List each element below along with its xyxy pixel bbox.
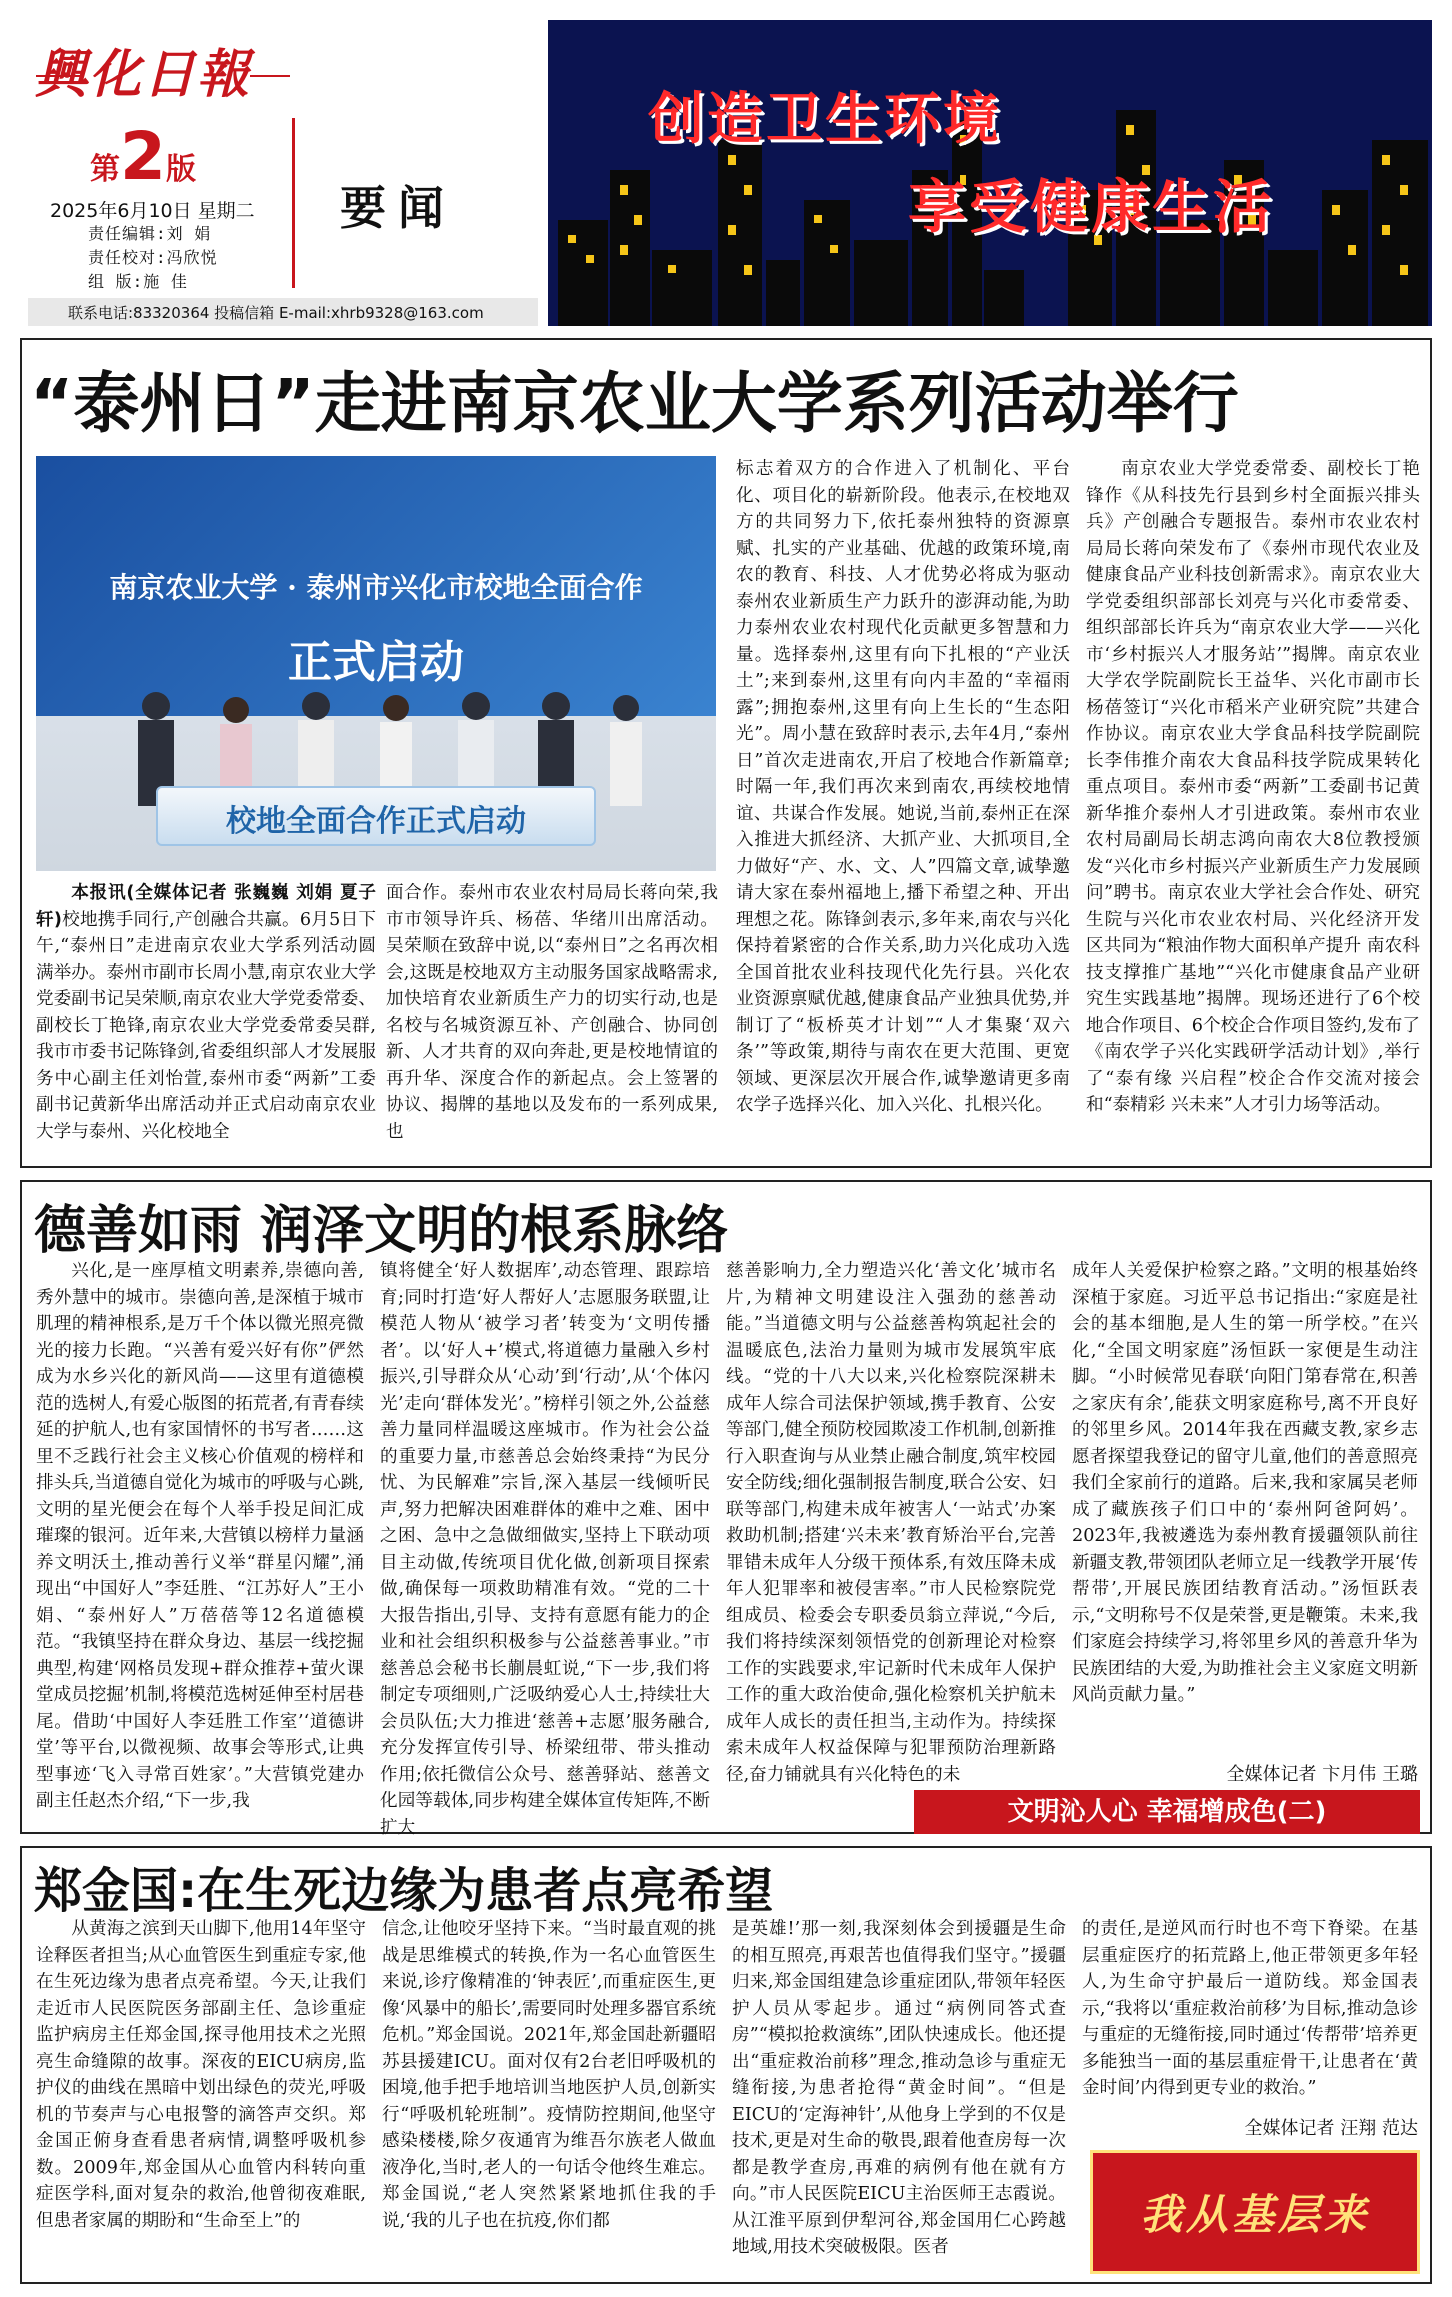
section-title: 要闻 <box>340 181 456 235</box>
staff-credits: 责任编辑:刘 娟 责任校对:冯欣悦 组 版:施 佳 <box>88 224 218 291</box>
article-2-col-3: 慈善影响力,全力塑造兴化‘善文化’城市名片,为精神文明建设注入强劲的慈善动能。”当道德文明与公益慈善构筑起社会的温暖底色,法治力量则为城市发展筑牢底线。“党的十八大以来,兴化检察院深耕未成年人综合司法保护领域,携手教育、公安等部门,健全预防校园欺凌工作机制,创新推行入职查询与从业禁止融合制度,筑牢校园安全防线;细化强制报告制度,联合公安、妇联等部门,构建未成年被害人‘一站式’办案救助机制;搭建‘兴未来’教育矫治平台,完善罪错未成年人分级干预体系,有效压降未成年人犯罪率和被侵害率。”市人民检察院党组成员、检委会专职委员翁立萍说,“今后,我们将持续深刻领悟党的创新理论对检察工作的实践要求,牢记新时代未成年人保护工作的重大政治使命,强化检察机关护航未成年人成长的责任担当,主动作为。持续探索未成年人权益保障与犯罪预防治理新路径,奋力铺就具有兴化特色的未 <box>726 1261 1056 1785</box>
screen-subtitle: 正式启动 <box>288 637 464 688</box>
article-3-series-tag: 我从基层来 <box>1090 2150 1420 2274</box>
article-2-col-2: 镇将健全‘好人数据库’,动态管理、跟踪培育;同时打造‘好人帮好人’志愿服务联盟,让模范人物从‘被学习者’转变为‘文明传播者’。以‘好人+’模式,将道德力量融入乡村振兴,引导群众从‘心动’到‘行动’,从‘个体闪光’走向‘群体发光’。”榜样引领之外,公益慈善力量同样温暖这座城市。作为社会公益的重要力量,市慈善总会始终秉持“为民分忧、为民解难”宗旨,深入基层一线倾听民声,努力把解决困难群体的难中之难、困中之困、急中之急做细做实,坚持上下联动项目主动做,传统项目优化做,创新项目探索做,确保每一项救助精准有效。“党的二十大报告指出,引导、支持有意愿有能力的企业和社会组织积极参与公益慈善事业。”市慈善总会秘书长蒯晨虹说,“下一步,我们将制定专项细则,广泛吸纳爱心人士,持续壮大会员队伍;大力推进‘慈善+志愿’服务融合,充分发挥宣传引导、桥梁纽带、带头推动作用;依托微信公众号、慈善驿站、慈善文化园等载体,同步构建全媒体宣传矩阵,不断扩大 <box>380 1261 710 1838</box>
article-3-col-2: 信念,让他咬牙坚持下来。“当时最直观的挑战是思维模式的转换,作为一名心血管医生来说,诊疗像精准的‘钟表匠’,而重症医生,更像‘风暴中的船长’,需要同时处理多器官系统危机。”郑金国说。2021年,郑金国赴新疆昭苏县援建ICU。面对仅有2台老旧呼吸机的困境,他手把手地培训当地医护人员,创新实行“呼吸机轮班制”。疫情防控期间,他坚守感染楼楼,除夕夜通宵为维吾尔族老人做血液净化,当时,老人的一句话令他终生难忘。郑金国说,“老人突然紧紧地抓住我的手说,‘我的儿子也在抗疫,你们都 <box>382 1919 716 2231</box>
article-3-col-4: 的责任,是逆风而行时也不弯下脊梁。在基层重症医疗的拓荒路上,他正带领更多年轻人,为生命守护最后一道防线。郑金国表示,“我将以‘重症救治前移’为目标,推动急诊与重症的无缝衔接,同时通过‘传帮带’培养更多能独当一面的基层重症骨干,让患者在‘黄金时间’内得到更专业的救治。” <box>1082 1919 1418 2098</box>
issue-date: 2025年6月10日 星期二 <box>50 200 255 222</box>
screen-title: 南京农业大学 · 泰州市兴化市校地全面合作 <box>109 571 643 604</box>
article-1-col-4: 南京农业大学党委常委、副校长丁艳锋作《从科技先行县到乡村全面振兴排头兵》产创融合专题报告。泰州市农业农村局局长蒋向荣发布了《泰州市现代农业及健康食品产业科技创新需求》。南京农业大学党委组织部部长刘亮与兴化市委常委、组织部部长许兵为“南京农业大学——兴化市‘乡村振兴人才服务站’”揭牌。南京农业大学农学院副院长王益华、兴化市副市长杨蓓签订“兴化市稻米产业研究院”共建合作协议。南京农业大学食品科技学院副院长李伟推介南农大食品科技学院成果转化重点项目。泰州市委“两新”工委副书记黄新华推介泰州人才引进政策。泰州市农业农村局副局长胡志鸿向南农大8位教授颁发“兴化市乡村振兴产业新质生产力发展顾问”聘书。南京农业大学社会合作处、研究生院与兴化市农业农村局、兴化经济开发区共同为“粮油作物大面积单产提升 南农科技支撑推广基地”“兴化市健康食品产业研究生实践基地”揭牌。现场还进行了6个校地合作项目、6个校企合作项目签约,发布了《南农学子兴化实践研学活动计划》,举行了“泰有缘 兴启程”校企合作交流对接会和“泰精彩 兴未来”人才引力场等活动。 <box>1086 459 1420 1115</box>
article-3-headline: 郑金国:在生死边缘为患者点亮希望 <box>34 1863 774 1919</box>
article-1-col-1: 本报讯(全媒体记者 张巍巍 刘娟 夏子轩)校地携手同行,产创融合共赢。6月5日下午,“泰州日”走进南京农业大学系列活动圆满举办。泰州市副市长周小慧,南京农业大学党委副书记吴荣顺,南京农业大学党委常委、副校长丁艳锋,南京农业大学党委常委吴群,我市市委书记陈锋剑,省委组织部人才发展服务中心副主任刘怡萱,泰州市委“两新”工委副书记黄新华出席活动并正式启动南京农业大学与泰州、兴化校地全 <box>36 883 377 1142</box>
contact-bar: 联系电话:83320364 投稿信箱 E-mail:xhrb9328@163.com <box>28 298 538 326</box>
article-1-headline: “泰州日”走进南京农业大学系列活动举行 <box>30 365 1239 442</box>
article-2-byline: 全媒体记者 卞月伟 王璐 <box>1226 1764 1418 1785</box>
article-1-col-3: 标志着双方的合作进入了机制化、平台化、项目化的崭新阶段。他表示,在校地双方的共同努力下,依托泰州独特的资源禀赋、扎实的产业基础、优越的政策环境,南农的教育、科技、人才优势必将成为驱动泰州农业新质生产力跃升的澎湃动能,为助力泰州农业农村现代化贡献更多智慧和力量。选择泰州,这里有向下扎根的“产业沃土”;来到泰州,这里有向内丰盈的“幸福雨露”;拥抱泰州,这里有向上生长的“生态阳光”。周小慧在致辞时表示,去年4月,“泰州日”首次走进南农,开启了校地合作新篇章;时隔一年,我们再次来到南农,再续校地情谊、共谋合作发展。她说,当前,泰州正在深入推进大抓经济、大抓产业、大抓项目,全力做好“产、水、文、人”四篇文章,诚挚邀请大家在泰州福地上,播下希望之种、开出理想之花。陈锋剑表示,多年来,南农与兴化保持着紧密的合作关系,助力兴化成功入选全国首批农业科技现代化先行县。兴化农业资源禀赋优越,健康食品产业独具优势,并制订了“板桥英才计划”“人才集聚‘双六条’”等政策,期待与南农在更大范围、更宽领域、更深层次开展合作,诚挚邀请更多南农学子选择兴化、加入兴化、扎根兴化。 <box>736 459 1070 1115</box>
article-2-series-tag: 文明沁人心 幸福增成色(二) <box>914 1790 1420 1834</box>
article-2-col-4: 成年人关爱保护检察之路。”文明的根基始终深植于家庭。习近平总书记指出:“家庭是社会的基本细胞,是人生的第一所学校。”在兴化,“全国文明家庭”汤恒跃一家便是生动注脚。“小时候常见春联‘向阳门第春常在,积善之家庆有余’,能获文明家庭称号,离不开良好的邻里乡风。2014年我在西藏支教,家乡志愿者探望我登记的留守儿童,他们的善意照亮我们全家前行的道路。后来,我和家属吴老师成了藏族孩子们口中的‘泰州阿爸阿妈’。2023年,我被遴选为泰州教育援疆领队前往新疆支教,带领团队老师立足一线教学开展‘传帮带’,开展民族团结教育活动。”汤恒跃表示,“文明称号不仅是荣誉,更是鞭策。未来,我们家庭会持续学习,将邻里乡风的善意升华为民族团结的大爱,为助推社会主义家庭文明新风尚贡献力量。” <box>1072 1261 1418 1705</box>
article-3-byline: 全媒体记者 汪翔 范达 <box>1244 2118 1418 2139</box>
article-1-col-2: 面合作。泰州市农业农村局局长蒋向荣,我市市领导许兵、杨蓓、华绪川出席活动。吴荣顺在致辞中说,以“泰州日”之名再次相会,这既是校地双方主动服务国家战略需求,加快培育农业新质生产力的切实行动,也是名校与名城资源互补、产创融合、协同创新、人才共育的双向奔赴,更是校地情谊的再升华、深度合作的新起点。会上签署的协议、揭牌的基地以及发布的一系列成果,也 <box>386 883 718 1142</box>
masthead-divider <box>292 118 295 288</box>
banner-slogan-1: 创造卫生环境 <box>648 87 1002 152</box>
stand-text: 校地全面合作正式启动 <box>226 804 526 839</box>
article-1-photo <box>36 456 716 871</box>
banner-ad <box>548 20 1432 326</box>
newspaper-logo: 興化日報 <box>34 44 251 105</box>
edition-number: 第2版 <box>90 118 196 195</box>
article-3-col-3: 是英雄!’那一刻,我深刻体会到援疆是生命的相互照亮,再艰苦也值得我们坚守。”援疆归来,郑金国组建急诊重症团队,带领年轻医护人员从零起步。通过“病例同答式查房”“模拟抢救演练”,团队快速成长。他还提出“重症救治前移”理念,推动急诊与重症无缝衔接,为患者抢得“黄金时间”。“但是EICU的‘定海神针’,从他身上学到的不仅是技术,更是对生命的敬畏,跟着他查房每一次都是教学查房,再难的病例有他在就有方向。”市人民医院EICU主治医师王志霞说。从江淮平原到伊犁河谷,郑金国用仁心跨越地域,用技术突破极限。医者 <box>732 1919 1066 2257</box>
article-1-lead: 本报讯(全媒体记者 张巍巍 刘娟 夏子轩) <box>36 883 376 930</box>
banner-slogan-2: 享受健康生活 <box>908 173 1275 241</box>
article-2-col-1: 兴化,是一座厚植文明素养,崇德向善,秀外慧中的城市。崇德向善,是深植于城市肌理的精神根系,是万千个体以微光照亮微光的接力长跑。“兴善有爱兴好有你”俨然成为水乡兴化的新风尚——这里有道德模范的选树人,有爱心版图的拓荒者,有青春续延的护航人,也有家国情怀的书写者……这里不乏践行社会主义核心价值观的榜样和排头兵,当道德自觉化为城市的呼吸与心跳,文明的星光便会在每个人举手投足间汇成璀璨的银河。近年来,大营镇以榜样力量涵养文明沃土,推动善行义举“群星闪耀”,涌现出“中国好人”李廷胜、“江苏好人”王小娟、“泰州好人”万蓓蓓等12名道德模范。“我镇坚持在群众身边、基层一线挖掘典型,构建‘网格员发现+群众推荐+萤火课堂成员挖掘’机制,将模范选树延伸至村居巷尾。借助‘中国好人李廷胜工作室’‘道德讲堂’等平台,以微视频、故事会等形式,让典型事迹‘飞入寻常百姓家’。”大营镇党建办副主任赵杰介绍,“下一步,我 <box>36 1261 364 1811</box>
article-2-headline: 德善如雨 润泽文明的根系脉络 <box>34 1201 729 1261</box>
article-3-col-1: 从黄海之滨到天山脚下,他用14年坚守诠释医者担当;从心血管医生到重症专家,他在生死边缘为患者点亮希望。今天,让我们走近市人民医院医务部副主任、急诊重症监护病房主任郑金国,探寻他用技术之光照亮生命缝隙的故事。深夜的EICU病房,监护仪的曲线在黑暗中划出绿色的荧光,呼吸机的节奏声与心电报警的滴答声交织。郑金国正俯身查看患者病情,调整呼吸机参数。2009年,郑金国从心血管内科转向重症医学科,面对复杂的救治,他曾彻夜难眠,但患者家属的期盼和“生命至上”的 <box>36 1919 366 2231</box>
